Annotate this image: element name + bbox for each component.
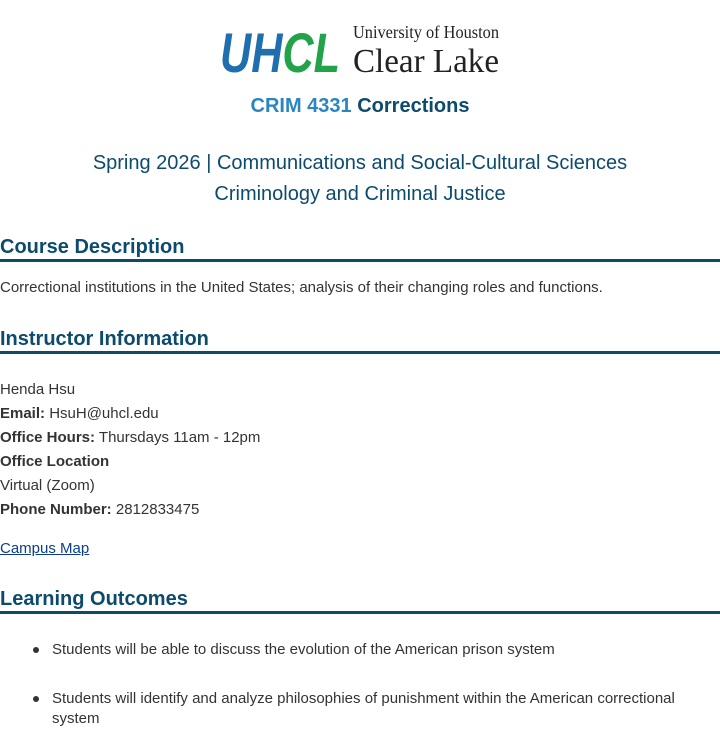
office-hours-row bbox=[0, 428, 260, 448]
outcome-text: Students will be able to discuss the evolution of the American prison system bbox=[52, 641, 555, 658]
bullet-icon bbox=[33, 696, 39, 702]
office-location-label: Office Location bbox=[0, 453, 110, 470]
phone-row bbox=[0, 500, 199, 520]
course-description-text: Correctional institutions in the United States; analysis of their changing roles and functions. bbox=[0, 279, 603, 296]
instructor-name: Henda Hsu bbox=[0, 381, 76, 398]
learning-outcomes-heading: Learning Outcomes bbox=[0, 588, 188, 610]
course-description-heading: Course Description bbox=[0, 236, 185, 258]
course-code: CRIM 4331 bbox=[250, 95, 352, 117]
program-line: Criminology and Criminal Justice bbox=[214, 183, 506, 205]
list-item bbox=[52, 640, 720, 660]
list-item bbox=[52, 689, 720, 729]
phone-label: Phone Number: bbox=[0, 501, 112, 518]
campus-map-link[interactable]: Campus Map bbox=[0, 540, 90, 557]
logo-mark-part: UH bbox=[220, 21, 301, 76]
office-hours-value: Thursdays 11am - 12pm bbox=[98, 429, 261, 446]
email-value: HsuH@uhcl.edu bbox=[49, 405, 159, 422]
uhcl-logo bbox=[220, 20, 502, 76]
logo-line1: University of Houston bbox=[353, 22, 499, 42]
office-location-value: Virtual (Zoom) bbox=[0, 477, 95, 494]
instructor-heading: Instructor Information bbox=[0, 328, 209, 350]
logo-mark-part: CL bbox=[282, 21, 358, 76]
section-divider bbox=[0, 259, 720, 262]
section-divider bbox=[0, 611, 720, 614]
office-hours-label: Office Hours: bbox=[0, 429, 96, 446]
term-line: Spring 2026 | Communications and Social-Cultural Sciences bbox=[92, 152, 628, 174]
phone-value: 2812833475 bbox=[115, 501, 200, 518]
bullet-icon bbox=[33, 647, 39, 653]
section-divider bbox=[0, 351, 720, 354]
logo-mark bbox=[220, 21, 358, 76]
email-row bbox=[0, 404, 159, 424]
email-label: Email: bbox=[0, 405, 46, 422]
course-name: Corrections bbox=[357, 95, 470, 117]
course-title bbox=[0, 93, 720, 119]
outcome-text: Students will identify and analyze philosophies of punishment within the American correctional system bbox=[52, 690, 675, 727]
logo-line2: Clear Lake bbox=[353, 43, 499, 76]
